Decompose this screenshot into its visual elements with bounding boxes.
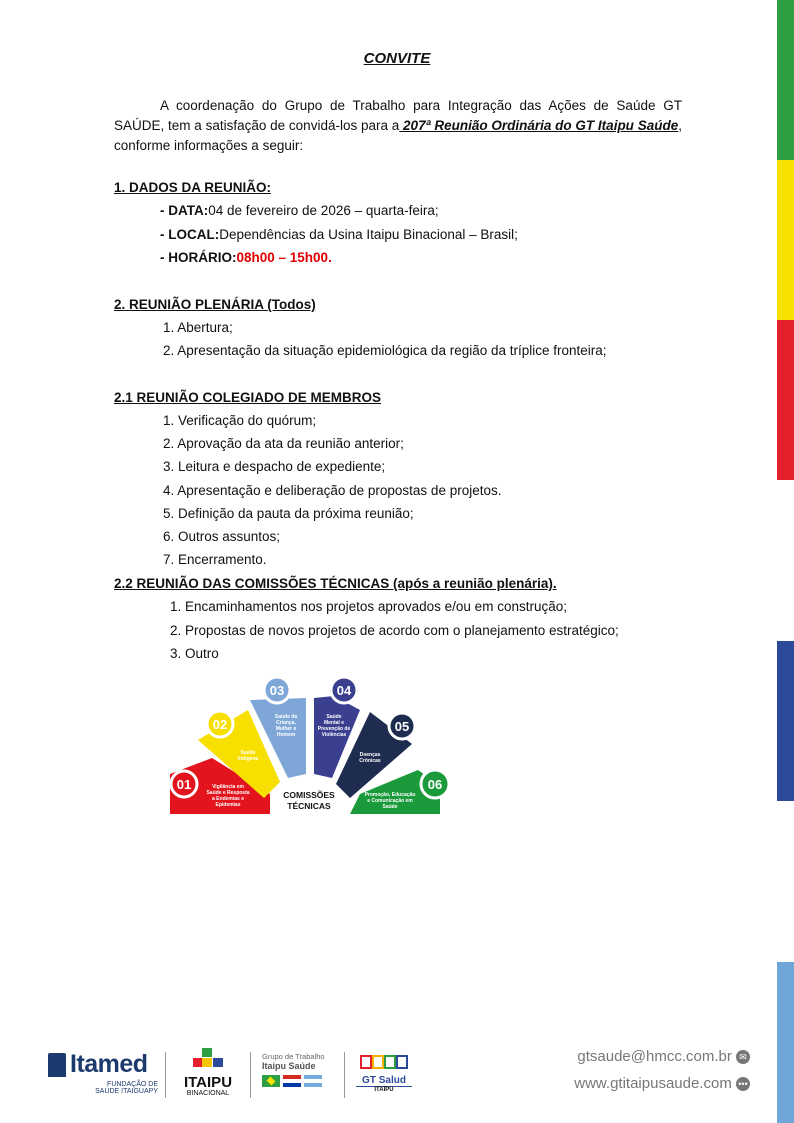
itamed-logo	[48, 1050, 158, 1100]
list-item: 3. Outro	[170, 646, 219, 661]
itamed-sub2: SAÚDE ITAIGUAPY	[95, 1088, 158, 1095]
brazil-flag-icon	[262, 1075, 280, 1087]
list-item: 1. Abertura;	[163, 320, 233, 335]
gt-salud-sub: ITAIPU	[374, 1087, 394, 1093]
footer-divider	[165, 1052, 166, 1098]
segment-06-line1: Promoção, Educação	[364, 792, 416, 798]
list-item: 3. Leitura e despacho de expediente;	[163, 459, 386, 474]
section2-heading: 2. REUNIÃO PLENÁRIA (Todos)	[114, 297, 316, 312]
list-item: 5. Definição da pauta da próxima reunião;	[163, 506, 414, 521]
list-item: 2. Propostas de novos projetos de acordo com o planejamento estratégico;	[170, 623, 619, 638]
segment-05-line2: Crônicas	[359, 758, 381, 764]
segment-03-line3: Mulher e	[275, 726, 297, 732]
location-line	[160, 227, 518, 242]
commissions-diagram	[164, 674, 454, 824]
segment-03-line4: Homem	[276, 732, 296, 738]
gt-line2: Itaipu Saúde	[262, 1061, 316, 1071]
itaipu-logo	[175, 1048, 241, 1098]
segment-02-line1: Saúde	[240, 750, 256, 756]
segment-04-line3: Prevenção de	[317, 726, 351, 732]
date-value: 04 de fevereiro de 2026 – quarta-feira;	[208, 203, 439, 218]
stripe-yellow	[777, 160, 794, 320]
diagram-center-line2: TÉCNICAS	[287, 801, 331, 811]
stripe-navy	[777, 641, 794, 801]
itaipu-icon	[188, 1048, 228, 1070]
itaipu-sub: BINACIONAL	[186, 1090, 230, 1097]
time-label: - HORÁRIO:	[160, 250, 237, 265]
badge-04-label: 04	[336, 683, 352, 698]
badge-01-label: 01	[176, 777, 192, 792]
list-item: 6. Outros assuntos;	[163, 529, 281, 544]
paraguay-flag-icon	[283, 1075, 301, 1087]
segment-06-line2: e Comunicação em	[367, 798, 413, 804]
website-text: www.gtitaipusaude.com	[574, 1075, 732, 1092]
web-icon: •••	[736, 1077, 750, 1091]
badge-06-label: 06	[427, 777, 443, 792]
date-line	[160, 203, 439, 218]
date-label: - DATA:	[160, 203, 209, 218]
list-item: 4. Apresentação e deliberação de propostas de projetos.	[163, 483, 502, 498]
segment-06-line3: Saúde	[382, 804, 398, 810]
badge-03-label: 03	[269, 683, 285, 698]
segment-01-line3: a Endemias e	[212, 796, 244, 802]
argentina-flag-icon	[304, 1075, 322, 1087]
itaipu-name: ITAIPU	[183, 1074, 233, 1091]
itamed-sub1: FUNDAÇÃO DE	[107, 1081, 158, 1088]
segment-01-line2: Saúde e Resposta	[206, 790, 250, 796]
intro-text-b: , conforme informações a seguir:	[114, 118, 682, 153]
email-text: gtsaude@hmcc.com.br	[577, 1048, 732, 1065]
stripe-red	[777, 320, 794, 480]
email-icon: ✉	[736, 1050, 750, 1064]
location-label: - LOCAL:	[160, 227, 220, 242]
diagram-center-line1: COMISSÕES	[283, 790, 335, 800]
segment-05-line1: Doenças	[359, 752, 381, 758]
segment-04-line2: Mental e	[323, 720, 345, 726]
list-item: 7. Encerramento.	[163, 552, 267, 567]
list-item: 1. Verificação do quórum;	[163, 413, 317, 428]
stripe-green	[777, 0, 794, 160]
time-line	[160, 250, 332, 265]
gt-salud-name: GT Salud	[356, 1075, 412, 1087]
intro-text-a: A coordenação do Grupo de Trabalho para Integração das Ações de Saúde GT SAÚDE, tem a satisfação de convidá-los para a	[114, 98, 682, 133]
footer-divider	[250, 1052, 251, 1098]
section21-heading: 2.1 REUNIÃO COLEGIADO DE MEMBROS	[114, 390, 382, 405]
gt-salud-logo	[356, 1054, 412, 1098]
segment-04-line1: Saúde	[326, 714, 342, 720]
segment-01-line1: Vigilância em	[212, 784, 244, 790]
list-item: 2. Apresentação da situação epidemiológica da região da tríplice fronteira;	[163, 343, 607, 358]
gt-line1: Grupo de Trabalho	[262, 1052, 325, 1061]
time-value: 08h00 – 15h00.	[236, 250, 332, 265]
footer-divider	[344, 1052, 345, 1098]
gt-salud-icon	[360, 1054, 408, 1070]
itamed-name: Itamed	[70, 1050, 148, 1078]
contact-email[interactable]	[560, 1048, 750, 1065]
section1-heading: 1. DADOS DA REUNIÃO:	[114, 180, 272, 195]
list-item: 1. Encaminhamentos nos projetos aprovados e/ou em construção;	[170, 599, 567, 614]
segment-04-line4: Violências	[321, 732, 347, 738]
intro-paragraph	[114, 96, 682, 156]
segment-02-line2: Indígena	[237, 756, 259, 762]
page-title: CONVITE	[363, 50, 431, 67]
segment-03-line1: Saúde da	[274, 714, 298, 720]
stripe-lightblue	[777, 962, 794, 1123]
badge-05-label: 05	[394, 719, 410, 734]
location-value: Dependências da Usina Itaipu Binacional – Brasil;	[219, 227, 518, 242]
contact-website[interactable]	[540, 1075, 750, 1092]
itamed-icon	[48, 1053, 66, 1077]
segment-01-line4: Epidemias	[215, 802, 241, 808]
meeting-name: 207ª Reunião Ordinária do GT Itaipu Saúde	[399, 118, 679, 133]
segment-03-line2: Criança,	[276, 720, 296, 726]
gt-itaipu-saude-logo	[262, 1052, 334, 1098]
badge-02-label: 02	[212, 717, 228, 732]
list-item: 2. Aprovação da ata da reunião anterior;	[163, 436, 404, 451]
section22-heading: 2.2 REUNIÃO DAS COMISSÕES TÉCNICAS (após a reunião plenária).	[114, 576, 557, 591]
